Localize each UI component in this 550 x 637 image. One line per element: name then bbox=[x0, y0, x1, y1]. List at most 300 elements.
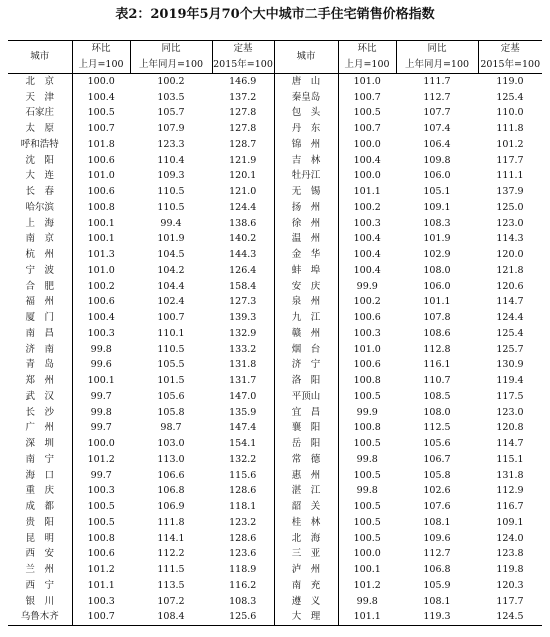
right-yoy-cell: 105.6 bbox=[423, 438, 451, 450]
left-city-cell: 西 安 bbox=[8, 546, 72, 562]
right-mom-cell: 100.1 bbox=[353, 564, 381, 576]
left-base-cell: 133.2 bbox=[212, 341, 274, 357]
right-mom-cell: 100.0 bbox=[353, 170, 381, 182]
right-yoy-cell: 106.8 bbox=[423, 564, 451, 576]
left-yoy-cell: 110.4 bbox=[157, 154, 185, 166]
left-mom-cell: 100.0 bbox=[87, 75, 115, 87]
right-yoy-cell: 101.9 bbox=[423, 233, 451, 245]
left-base-cell: 146.9 bbox=[212, 73, 274, 89]
table-row bbox=[8, 89, 542, 105]
left-base-cell: 121.0 bbox=[212, 184, 274, 200]
left-base-cell: 140.2 bbox=[212, 231, 274, 247]
left-yoy-cell: 101.9 bbox=[157, 233, 185, 245]
left-base-cell: 128.6 bbox=[212, 483, 274, 499]
right-mom-cell: 100.3 bbox=[353, 327, 381, 339]
right-yoy-cell: 106.7 bbox=[423, 453, 451, 465]
right-yoy-cell: 107.6 bbox=[423, 501, 451, 513]
left-base-cell: 131.8 bbox=[212, 357, 274, 373]
right-base-cell: 111.8 bbox=[496, 123, 524, 135]
right-base-cell: 124.5 bbox=[478, 609, 542, 625]
right-mom-cell: 100.6 bbox=[353, 359, 381, 371]
table-row bbox=[8, 137, 542, 153]
left-city-cell: 天 津 bbox=[8, 89, 72, 105]
right-city-cell: 北 海 bbox=[274, 530, 338, 546]
left-city-cell: 昆 明 bbox=[8, 530, 72, 546]
right-city-cell: 惠 州 bbox=[274, 467, 338, 483]
left-mom-cell: 100.6 bbox=[87, 186, 115, 198]
right-mom-cell: 100.8 bbox=[353, 375, 381, 387]
table-row bbox=[8, 404, 542, 420]
header-yoy-sub-left: 上年同月=100 bbox=[130, 57, 212, 73]
right-city-cell: 温 州 bbox=[274, 231, 338, 247]
left-mom-cell: 100.4 bbox=[87, 312, 115, 324]
left-base-cell: 123.6 bbox=[212, 546, 274, 562]
left-yoy-cell: 111.5 bbox=[157, 564, 185, 576]
header-base-sub-right: 2015年=100 bbox=[478, 57, 542, 73]
left-mom-cell: 100.3 bbox=[87, 485, 115, 497]
price-index-table bbox=[8, 40, 542, 626]
right-base-cell: 131.8 bbox=[496, 469, 524, 481]
right-mom-cell: 100.7 bbox=[353, 91, 381, 103]
right-yoy-cell: 111.7 bbox=[423, 75, 451, 87]
left-base-cell: 127.8 bbox=[212, 121, 274, 137]
right-yoy-cell: 112.8 bbox=[423, 343, 451, 355]
left-base-cell: 115.6 bbox=[212, 467, 274, 483]
right-yoy-cell: 108.3 bbox=[423, 217, 451, 229]
left-yoy-cell: 100.7 bbox=[157, 312, 185, 324]
right-base-cell: 123.0 bbox=[496, 217, 524, 229]
left-yoy-cell: 105.6 bbox=[157, 390, 185, 402]
right-city-cell: 牡丹江 bbox=[274, 168, 338, 184]
left-mom-cell: 100.6 bbox=[87, 548, 115, 560]
right-base-cell: 115.1 bbox=[496, 453, 524, 465]
table-row bbox=[8, 310, 542, 326]
right-base-cell: 125.4 bbox=[496, 327, 524, 339]
right-city-cell: 湛 江 bbox=[274, 483, 338, 499]
left-yoy-cell: 103.5 bbox=[157, 91, 185, 103]
right-base-cell: 124.4 bbox=[496, 312, 524, 324]
right-mom-cell: 101.0 bbox=[353, 75, 381, 87]
table-row bbox=[8, 294, 542, 310]
right-city-cell: 宜 昌 bbox=[274, 404, 338, 420]
left-base-cell: 158.4 bbox=[212, 278, 274, 294]
left-base-cell: 120.1 bbox=[212, 168, 274, 184]
table-row bbox=[8, 530, 542, 546]
right-yoy-cell: 112.5 bbox=[423, 422, 451, 434]
table-row bbox=[8, 562, 542, 578]
left-mom-cell: 100.5 bbox=[87, 516, 115, 528]
left-mom-cell: 100.3 bbox=[87, 595, 115, 607]
right-city-cell: 韶 关 bbox=[274, 499, 338, 515]
left-mom-cell: 99.8 bbox=[90, 343, 112, 355]
right-mom-cell: 99.9 bbox=[356, 406, 378, 418]
right-mom-cell: 100.6 bbox=[353, 312, 381, 324]
right-mom-cell: 101.2 bbox=[353, 579, 381, 591]
left-mom-cell: 100.5 bbox=[87, 107, 115, 119]
table-row bbox=[8, 168, 542, 184]
right-yoy-cell: 106.0 bbox=[423, 170, 451, 182]
right-base-cell: 119.0 bbox=[496, 75, 524, 87]
table-row bbox=[8, 200, 542, 216]
left-city-cell: 南 昌 bbox=[8, 326, 72, 342]
right-mom-cell: 100.5 bbox=[353, 532, 381, 544]
right-mom-cell: 100.4 bbox=[353, 264, 381, 276]
left-mom-cell: 99.7 bbox=[90, 422, 112, 434]
left-city-cell: 厦 门 bbox=[8, 310, 72, 326]
left-yoy-cell: 103.0 bbox=[157, 438, 185, 450]
right-city-cell: 泸 州 bbox=[274, 562, 338, 578]
left-mom-cell: 100.4 bbox=[87, 91, 115, 103]
left-yoy-cell: 107.9 bbox=[157, 123, 185, 135]
left-yoy-cell: 105.8 bbox=[157, 406, 185, 418]
right-yoy-cell: 112.7 bbox=[423, 548, 451, 560]
left-mom-cell: 100.1 bbox=[87, 233, 115, 245]
left-city-cell: 深 圳 bbox=[8, 436, 72, 452]
left-base-cell: 118.9 bbox=[212, 562, 274, 578]
left-base-cell: 147.4 bbox=[212, 420, 274, 436]
header-yoy-left: 同比 bbox=[130, 41, 212, 57]
left-mom-cell: 99.7 bbox=[90, 469, 112, 481]
left-yoy-cell: 102.4 bbox=[157, 296, 185, 308]
left-yoy-cell: 110.5 bbox=[157, 201, 185, 213]
left-city-cell: 海 口 bbox=[8, 467, 72, 483]
table-row bbox=[8, 515, 542, 531]
table-row bbox=[8, 121, 542, 137]
right-yoy-cell: 106.4 bbox=[423, 138, 451, 150]
right-mom-cell: 100.5 bbox=[353, 501, 381, 513]
right-city-cell: 无 锡 bbox=[274, 184, 338, 200]
left-city-cell: 成 都 bbox=[8, 499, 72, 515]
header-mom-right: 环比 bbox=[338, 41, 396, 57]
left-base-cell: 127.3 bbox=[212, 294, 274, 310]
table-row bbox=[8, 452, 542, 468]
right-mom-cell: 100.2 bbox=[353, 201, 381, 213]
right-city-cell: 桂 林 bbox=[274, 515, 338, 531]
right-base-cell: 119.4 bbox=[496, 375, 524, 387]
header-city-right: 城市 bbox=[274, 41, 338, 74]
left-mom-cell: 100.0 bbox=[87, 438, 115, 450]
left-base-cell: 139.3 bbox=[212, 310, 274, 326]
right-base-cell: 123.0 bbox=[496, 406, 524, 418]
table-row bbox=[8, 483, 542, 499]
right-yoy-cell: 110.7 bbox=[423, 375, 451, 387]
right-base-cell: 114.7 bbox=[496, 438, 524, 450]
right-base-cell: 125.0 bbox=[496, 201, 524, 213]
left-yoy-cell: 110.5 bbox=[157, 186, 185, 198]
right-yoy-cell: 102.9 bbox=[423, 249, 451, 261]
left-yoy-cell: 106.8 bbox=[157, 485, 185, 497]
right-city-cell: 赣 州 bbox=[274, 326, 338, 342]
left-city-cell: 沈 阳 bbox=[8, 152, 72, 168]
right-yoy-cell: 107.8 bbox=[423, 312, 451, 324]
right-city-cell: 秦皇岛 bbox=[274, 89, 338, 105]
right-mom-cell: 101.0 bbox=[353, 343, 381, 355]
table-row bbox=[8, 263, 542, 279]
table-row bbox=[8, 341, 542, 357]
left-mom-cell: 100.6 bbox=[87, 154, 115, 166]
left-mom-cell: 100.8 bbox=[87, 201, 115, 213]
right-mom-cell: 100.0 bbox=[353, 138, 381, 150]
right-city-cell: 洛 阳 bbox=[274, 373, 338, 389]
right-base-cell: 137.9 bbox=[496, 186, 524, 198]
left-city-cell: 北 京 bbox=[8, 73, 72, 89]
right-base-cell: 109.1 bbox=[496, 516, 524, 528]
right-yoy-cell: 119.3 bbox=[396, 609, 478, 625]
left-city-cell: 广 州 bbox=[8, 420, 72, 436]
table-row bbox=[8, 73, 542, 89]
left-yoy-cell: 114.1 bbox=[157, 532, 185, 544]
right-city-cell: 蚌 埠 bbox=[274, 263, 338, 279]
right-city-cell: 吉 林 bbox=[274, 152, 338, 168]
left-city-cell: 长 春 bbox=[8, 184, 72, 200]
left-city-cell: 杭 州 bbox=[8, 247, 72, 263]
left-city-cell: 合 肥 bbox=[8, 278, 72, 294]
header-mom-sub-left: 上月=100 bbox=[72, 57, 130, 73]
right-mom-cell: 100.5 bbox=[353, 469, 381, 481]
left-city-cell: 西 宁 bbox=[8, 578, 72, 594]
right-mom-cell: 100.0 bbox=[353, 548, 381, 560]
right-yoy-cell: 106.0 bbox=[423, 280, 451, 292]
left-city-cell: 长 沙 bbox=[8, 404, 72, 420]
left-yoy-cell: 110.1 bbox=[157, 327, 185, 339]
left-mom-cell: 100.7 bbox=[87, 123, 115, 135]
left-base-cell: 147.0 bbox=[212, 389, 274, 405]
header-base-left: 定基 bbox=[212, 41, 274, 57]
left-yoy-cell: 106.6 bbox=[157, 469, 185, 481]
left-base-cell: 116.2 bbox=[212, 578, 274, 594]
header-yoy-sub-right: 上年同月=100 bbox=[396, 57, 478, 73]
left-base-cell: 135.9 bbox=[212, 404, 274, 420]
right-base-cell: 120.6 bbox=[496, 280, 524, 292]
left-base-cell: 123.2 bbox=[212, 515, 274, 531]
left-yoy-cell: 105.7 bbox=[157, 107, 185, 119]
table-row bbox=[8, 152, 542, 168]
right-base-cell: 124.0 bbox=[496, 532, 524, 544]
right-mom-cell: 100.5 bbox=[353, 516, 381, 528]
table-row bbox=[8, 593, 542, 609]
right-yoy-cell: 109.1 bbox=[423, 201, 451, 213]
left-city-cell: 贵 阳 bbox=[8, 515, 72, 531]
right-base-cell: 101.2 bbox=[496, 138, 524, 150]
table-row bbox=[8, 215, 542, 231]
left-mom-cell: 99.6 bbox=[90, 359, 112, 371]
left-base-cell: 121.9 bbox=[212, 152, 274, 168]
header-base-sub-left: 2015年=100 bbox=[212, 57, 274, 73]
left-city-cell: 乌鲁木齐 bbox=[8, 609, 72, 625]
right-city-cell: 扬 州 bbox=[274, 200, 338, 216]
left-city-cell: 太 原 bbox=[8, 121, 72, 137]
left-yoy-cell: 108.4 bbox=[130, 609, 212, 625]
right-base-cell: 120.0 bbox=[496, 249, 524, 261]
header-mom-left: 环比 bbox=[72, 41, 130, 57]
left-base-cell: 137.2 bbox=[212, 89, 274, 105]
right-yoy-cell: 112.7 bbox=[423, 91, 451, 103]
right-mom-cell: 100.8 bbox=[353, 422, 381, 434]
right-mom-cell: 100.7 bbox=[353, 123, 381, 135]
right-yoy-cell: 108.1 bbox=[423, 595, 451, 607]
left-mom-cell: 100.1 bbox=[87, 217, 115, 229]
left-yoy-cell: 104.4 bbox=[157, 280, 185, 292]
table-row bbox=[8, 105, 542, 121]
right-base-cell: 112.9 bbox=[496, 485, 524, 497]
right-mom-cell: 99.9 bbox=[356, 280, 378, 292]
right-base-cell: 125.7 bbox=[496, 343, 524, 355]
right-yoy-cell: 108.0 bbox=[423, 264, 451, 276]
right-yoy-cell: 102.6 bbox=[423, 485, 451, 497]
left-base-cell: 131.7 bbox=[212, 373, 274, 389]
left-city-cell: 哈尔滨 bbox=[8, 200, 72, 216]
left-yoy-cell: 99.4 bbox=[160, 217, 182, 229]
right-base-cell: 114.7 bbox=[496, 296, 524, 308]
right-city-cell: 平顶山 bbox=[274, 389, 338, 405]
table-title: 表2：2019年5月70个大中城市二手住宅销售价格指数 bbox=[115, 7, 435, 22]
right-base-cell: 125.4 bbox=[496, 91, 524, 103]
right-base-cell: 117.5 bbox=[496, 390, 524, 402]
right-yoy-cell: 105.9 bbox=[423, 579, 451, 591]
table-row bbox=[8, 231, 542, 247]
table-row bbox=[8, 436, 542, 452]
left-mom-cell: 101.0 bbox=[87, 264, 115, 276]
left-city-cell: 兰 州 bbox=[8, 562, 72, 578]
left-yoy-cell: 123.3 bbox=[157, 138, 185, 150]
right-city-cell: 岳 阳 bbox=[274, 436, 338, 452]
left-city-cell: 宁 波 bbox=[8, 263, 72, 279]
left-mom-cell: 100.1 bbox=[87, 375, 115, 387]
right-city-cell: 大 理 bbox=[274, 609, 338, 625]
right-mom-cell: 101.1 bbox=[338, 609, 396, 625]
right-city-cell: 金 华 bbox=[274, 247, 338, 263]
left-base-cell: 132.2 bbox=[212, 452, 274, 468]
right-base-cell: 111.1 bbox=[496, 170, 524, 182]
header-base-right: 定基 bbox=[478, 41, 542, 57]
left-base-cell: 144.3 bbox=[212, 247, 274, 263]
left-yoy-cell: 104.5 bbox=[157, 249, 185, 261]
table-row bbox=[8, 373, 542, 389]
right-yoy-cell: 107.7 bbox=[423, 107, 451, 119]
left-mom-cell: 101.8 bbox=[87, 138, 115, 150]
right-mom-cell: 100.4 bbox=[353, 249, 381, 261]
left-base-cell: 108.3 bbox=[212, 593, 274, 609]
left-base-cell: 128.6 bbox=[212, 530, 274, 546]
left-mom-cell: 100.2 bbox=[87, 280, 115, 292]
left-base-cell: 132.9 bbox=[212, 326, 274, 342]
table-row bbox=[8, 467, 542, 483]
right-yoy-cell: 101.1 bbox=[423, 296, 451, 308]
left-city-cell: 银 川 bbox=[8, 593, 72, 609]
right-base-cell: 116.7 bbox=[496, 501, 524, 513]
left-city-cell: 武 汉 bbox=[8, 389, 72, 405]
table-row bbox=[8, 184, 542, 200]
left-mom-cell: 101.0 bbox=[87, 170, 115, 182]
left-base-cell: 118.1 bbox=[212, 499, 274, 515]
left-city-cell: 石家庄 bbox=[8, 105, 72, 121]
left-yoy-cell: 104.2 bbox=[157, 264, 185, 276]
right-city-cell: 丹 东 bbox=[274, 121, 338, 137]
right-mom-cell: 101.1 bbox=[353, 186, 381, 198]
left-mom-cell: 101.3 bbox=[87, 249, 115, 261]
table-row bbox=[8, 609, 542, 625]
left-mom-cell: 100.6 bbox=[87, 296, 115, 308]
left-yoy-cell: 98.7 bbox=[160, 422, 182, 434]
left-yoy-cell: 113.5 bbox=[157, 579, 185, 591]
right-yoy-cell: 107.4 bbox=[423, 123, 451, 135]
table-row bbox=[8, 499, 542, 515]
right-mom-cell: 99.8 bbox=[356, 595, 378, 607]
right-city-cell: 济 宁 bbox=[274, 357, 338, 373]
right-city-cell: 常 德 bbox=[274, 452, 338, 468]
header-mom-sub-right: 上月=100 bbox=[338, 57, 396, 73]
left-city-cell: 南 京 bbox=[8, 231, 72, 247]
table-row bbox=[8, 578, 542, 594]
left-yoy-cell: 109.3 bbox=[157, 170, 185, 182]
right-mom-cell: 100.4 bbox=[353, 154, 381, 166]
right-mom-cell: 100.3 bbox=[353, 217, 381, 229]
left-city-cell: 重 庆 bbox=[8, 483, 72, 499]
right-base-cell: 123.8 bbox=[496, 548, 524, 560]
right-mom-cell: 100.2 bbox=[353, 296, 381, 308]
table-row bbox=[8, 389, 542, 405]
right-yoy-cell: 108.0 bbox=[423, 406, 451, 418]
right-city-cell: 九 江 bbox=[274, 310, 338, 326]
left-mom-cell: 100.5 bbox=[87, 501, 115, 513]
left-yoy-cell: 113.0 bbox=[157, 453, 185, 465]
right-city-cell: 南 充 bbox=[274, 578, 338, 594]
left-base-cell: 127.8 bbox=[212, 105, 274, 121]
right-mom-cell: 100.5 bbox=[353, 107, 381, 119]
right-yoy-cell: 105.8 bbox=[423, 469, 451, 481]
left-city-cell: 济 南 bbox=[8, 341, 72, 357]
right-city-cell: 徐 州 bbox=[274, 215, 338, 231]
left-city-cell: 南 宁 bbox=[8, 452, 72, 468]
left-base-cell: 126.4 bbox=[212, 263, 274, 279]
right-yoy-cell: 108.6 bbox=[423, 327, 451, 339]
table-row bbox=[8, 420, 542, 436]
right-city-cell: 烟 台 bbox=[274, 341, 338, 357]
right-yoy-cell: 105.1 bbox=[423, 186, 451, 198]
right-city-cell: 包 头 bbox=[274, 105, 338, 121]
left-yoy-cell: 106.9 bbox=[157, 501, 185, 513]
left-base-cell: 128.7 bbox=[212, 137, 274, 153]
right-base-cell: 117.7 bbox=[496, 595, 524, 607]
left-mom-cell: 101.2 bbox=[87, 564, 115, 576]
right-mom-cell: 100.4 bbox=[353, 233, 381, 245]
right-base-cell: 120.8 bbox=[496, 422, 524, 434]
right-yoy-cell: 116.1 bbox=[423, 359, 451, 371]
left-base-cell: 124.4 bbox=[212, 200, 274, 216]
right-city-cell: 泉 州 bbox=[274, 294, 338, 310]
left-mom-cell: 100.3 bbox=[87, 327, 115, 339]
left-yoy-cell: 111.8 bbox=[157, 516, 185, 528]
left-yoy-cell: 107.2 bbox=[157, 595, 185, 607]
header-yoy-right: 同比 bbox=[396, 41, 478, 57]
left-city-cell: 上 海 bbox=[8, 215, 72, 231]
left-mom-cell: 101.1 bbox=[87, 579, 115, 591]
left-yoy-cell: 112.2 bbox=[157, 548, 185, 560]
left-mom-cell: 100.7 bbox=[72, 609, 130, 625]
right-yoy-cell: 108.1 bbox=[423, 516, 451, 528]
header-city-left: 城市 bbox=[8, 41, 72, 74]
left-yoy-cell: 101.5 bbox=[157, 375, 185, 387]
right-city-cell: 安 庆 bbox=[274, 278, 338, 294]
left-city-cell: 青 岛 bbox=[8, 357, 72, 373]
right-mom-cell: 99.8 bbox=[356, 485, 378, 497]
right-mom-cell: 99.8 bbox=[356, 453, 378, 465]
left-base-cell: 138.6 bbox=[212, 215, 274, 231]
left-city-cell: 呼和浩特 bbox=[8, 137, 72, 153]
table-row bbox=[8, 357, 542, 373]
table-row bbox=[8, 546, 542, 562]
left-mom-cell: 99.8 bbox=[90, 406, 112, 418]
